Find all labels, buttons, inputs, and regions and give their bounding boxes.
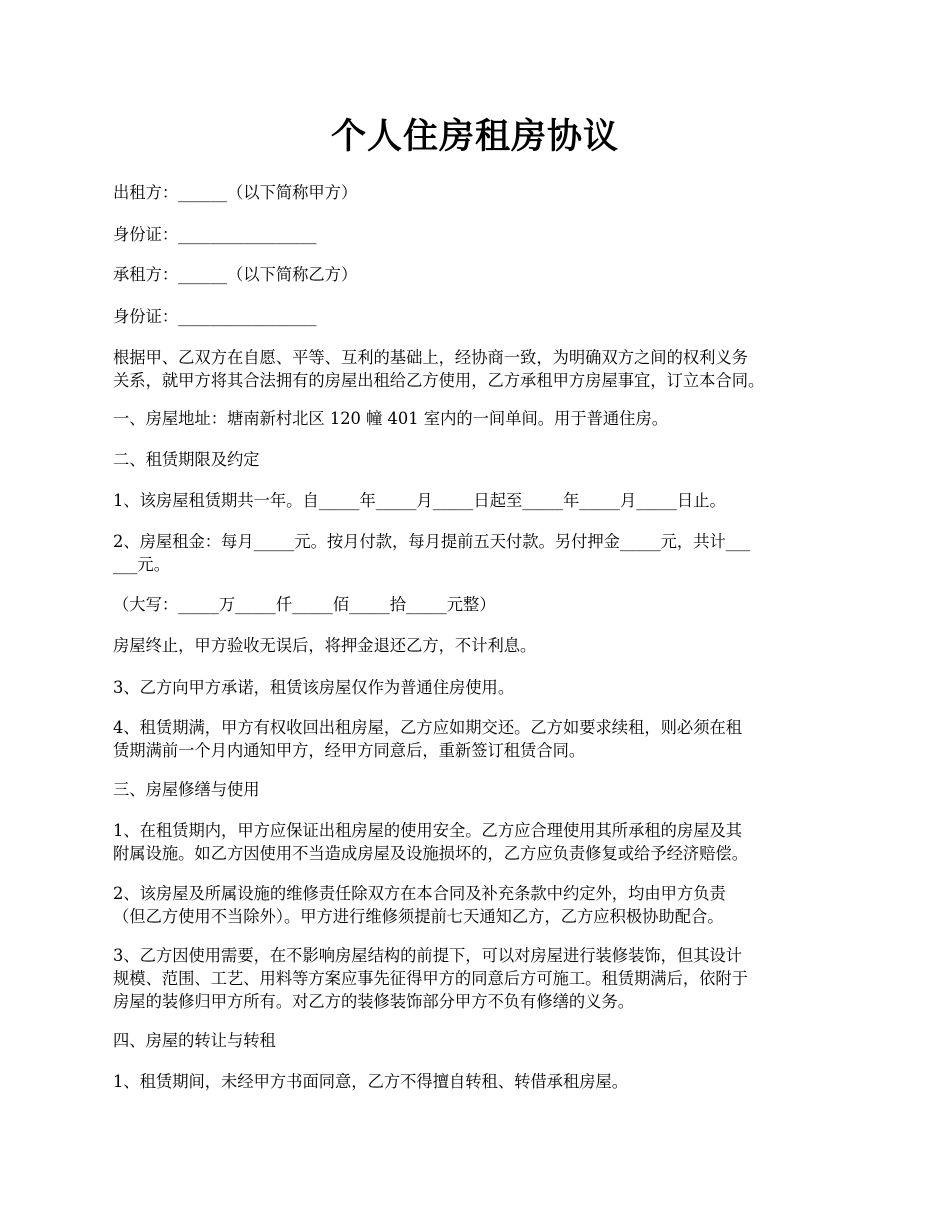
text-line: （但乙方使用不当除外）。甲方进行维修须提前七天通知乙方，乙方应积极协助配合。 — [113, 907, 724, 926]
text-line: 附属设施。如乙方因使用不当造成房屋及设施损坏的，乙方应负责修复或给予经济赔偿。 — [113, 844, 748, 863]
document-title: 个人住房租房协议 — [330, 116, 619, 157]
text-line: 3、乙方因使用需要，在不影响房屋结构的前提下，可以对房屋进行装修装饰，但其设计 — [113, 946, 743, 965]
text-line: 二、租赁期限及约定 — [113, 450, 260, 469]
deposit-return — [113, 634, 845, 657]
text-line: 出租方：______（以下简称甲方） — [113, 183, 358, 202]
text-line: 房屋终止，甲方验收无误后，将押金退还乙方，不计利息。 — [113, 636, 537, 655]
text-line: 规模、范围、工艺、用料等方案应事先征得甲方的同意后方可施工。租赁期满后，依附于 — [113, 969, 748, 988]
text-line: 1、在租赁期内，甲方应保证出租房屋的使用安全。乙方应合理使用其所承租的房屋及其 — [113, 821, 743, 840]
text-line: 关系，就甲方将其合法拥有的房屋出租给乙方使用，乙方承租甲方房屋事宜，订立本合同。 — [113, 371, 765, 390]
clause-3-2 — [113, 882, 845, 928]
paragraph-lessee-id — [113, 305, 845, 328]
section-2-heading — [113, 448, 845, 471]
rent-in-words — [113, 593, 845, 616]
clause-3-1 — [113, 819, 845, 865]
text-line: 2、房屋租金：每月_____元。按月付款，每月提前五天付款。另付押金_____元，共计___ — [113, 532, 751, 551]
text-line: 四、房屋的转让与转租 — [113, 1031, 276, 1050]
text-line: 1、该房屋租赁期共一年。自_____年_____月_____日起至_____年_____月_____日止。 — [113, 491, 726, 510]
section-1-address — [113, 407, 845, 430]
paragraph-lessor-id — [113, 223, 845, 246]
text-line: 2、该房屋及所属设施的维修责任除双方在本合同及补充条款中约定外，均由甲方负责 — [113, 884, 726, 903]
text-line: （大写：_____万_____仟_____佰_____拾_____元整） — [113, 595, 496, 614]
text-line: 根据甲、乙双方在自愿、平等、互利的基础上，经协商一致，为明确双方之间的权利义务 — [113, 348, 748, 367]
text-line: 1、租赁期间，未经甲方书面同意，乙方不得擅自转租、转借承租房屋。 — [113, 1072, 629, 1091]
section-3-heading — [113, 778, 845, 801]
text-line: 赁期满前一个月内通知甲方，经甲方同意后，重新签订租赁合同。 — [113, 741, 586, 760]
paragraph-lessor — [113, 181, 845, 204]
text-line: 4、租赁期满，甲方有权收回出租房屋，乙方应如期交还。乙方如要求续租，则必须在租 — [113, 718, 743, 737]
text-line: 3、乙方向甲方承诺，租赁该房屋仅作为普通住房使用。 — [113, 678, 515, 697]
text-line: 身份证：_________________ — [113, 225, 317, 244]
clause-4-1 — [113, 1070, 845, 1093]
text-line: 三、房屋修缮与使用 — [113, 780, 260, 799]
clause-3-3 — [113, 944, 845, 1013]
paragraph-preamble — [113, 346, 845, 392]
text-line: 一、房屋地址：塘南新村北区 120 幢 401 室内的一间单间。用于普通住房。 — [113, 409, 669, 428]
paragraph-lessee — [113, 263, 845, 286]
section-4-heading — [113, 1029, 845, 1052]
text-line: ___元。 — [113, 555, 170, 574]
clause-2-4 — [113, 716, 845, 762]
text-line: 承租方：______（以下简称乙方） — [113, 265, 358, 284]
clause-2-2 — [113, 530, 845, 576]
text-line: 房屋的装修归甲方所有。对乙方的装修装饰部分甲方不负有修缮的义务。 — [113, 992, 635, 1011]
text-line: 身份证：_________________ — [113, 307, 317, 326]
clause-2-1 — [113, 489, 845, 512]
clause-2-3 — [113, 676, 845, 699]
